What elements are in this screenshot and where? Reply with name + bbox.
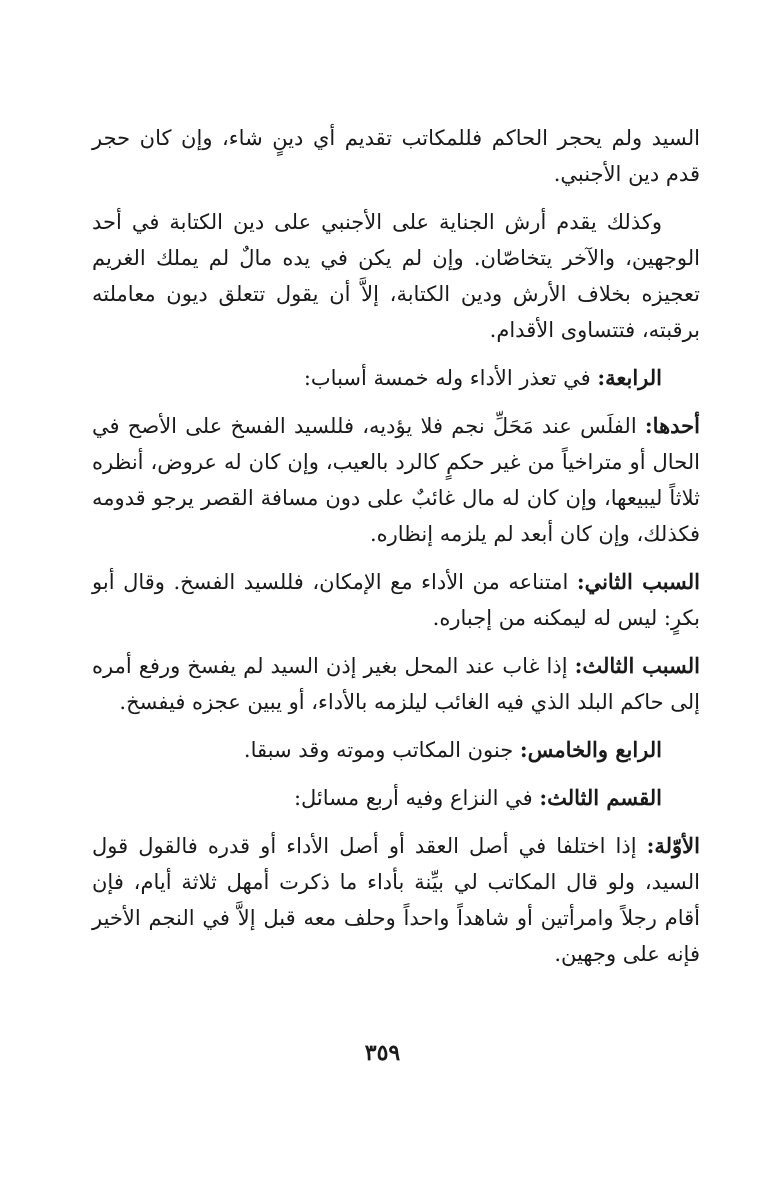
paragraph-6 <box>92 648 700 720</box>
paragraph-term: أحدها: <box>644 413 700 438</box>
paragraph-text: جنون المكاتب وموته وقد سبقا. <box>243 738 520 762</box>
paragraph-text: الفلَس عند مَحَلِّ نجم فلا يؤديه، فللسيد الفسخ على الأصح في الحال أو متراخياً من غير حكمٍ كالرد بالعيب، وإن كان له عروض، أنظره ثلاثاً ليبيعها، وإن كان له مال غائبٌ على دون مسافة القصر يرجو قدومه فكذلك، وإن كان أبعد لم يلزمه إنظاره. <box>92 414 700 546</box>
paragraph-4 <box>92 408 700 552</box>
paragraph-term: القسم الثالث: <box>539 785 662 810</box>
paragraph-2 <box>92 204 700 348</box>
paragraph-text: امتناعه من الأداء مع الإمكان، فللسيد الفسخ. وقال أبو بكرٍ: ليس له ليمكنه من إجباره. <box>92 570 700 630</box>
paragraph-term: السبب الثالث: <box>574 653 700 678</box>
paragraph-text: إذا غاب عند المحل بغير إذن السيد لم يفسخ ورفع أمره إلى حاكم البلد الذي فيه الغائب ليلزمه بالأداء، أو يبين عجزه فيفسخ. <box>92 654 700 714</box>
paragraph-3 <box>92 360 700 396</box>
paragraph-text: وكذلك يقدم أرش الجناية على الأجنبي على دين الكتابة في أحد الوجهين، والآخر يتخاصّان. وإن لم يكن في يده مالٌ لم يملك الغريم تعجيزه بخلاف الأرش ودين الكتابة، إلاَّ أن يقول تتعلق ديون معاملته برقبته، فتتساوى الأقدام. <box>92 210 700 342</box>
paragraph-text: إذا اختلفا في أصل العقد أو أصل الأداء أو قدره فالقول قول السيد، ولو قال المكاتب لي بيِّنة بأداء ما ذكرت أمهل ثلاثة أيام، فإن أقام رجلاً وامرأتين أو شاهداً واحداً وحلف معه قبل إلاَّ في النجم الأخير فإنه على وجهين. <box>92 834 700 966</box>
paragraph-term: الأوّلة: <box>646 833 700 858</box>
paragraph-7 <box>92 732 700 768</box>
paragraph-5 <box>92 564 700 636</box>
paragraph-term: السبب الثاني: <box>576 569 700 594</box>
paragraph-9 <box>92 828 700 972</box>
paragraph-text: في تعذر الأداء وله خمسة أسباب: <box>303 366 598 390</box>
paragraph-text: السيد ولم يحجر الحاكم فللمكاتب تقديم أي دينٍ شاء، وإن كان حجر قدم دين الأجنبي. <box>92 126 700 186</box>
paragraph-term: الرابعة: <box>597 365 662 390</box>
paragraph-text: في النزاع وفيه أربع مسائل: <box>293 786 540 810</box>
paragraph-1 <box>92 120 700 192</box>
page-number: ٣٥٩ <box>364 1040 401 1066</box>
page-body <box>92 120 700 984</box>
paragraph-term: الرابع والخامس: <box>519 737 662 762</box>
paragraph-8 <box>92 780 700 816</box>
